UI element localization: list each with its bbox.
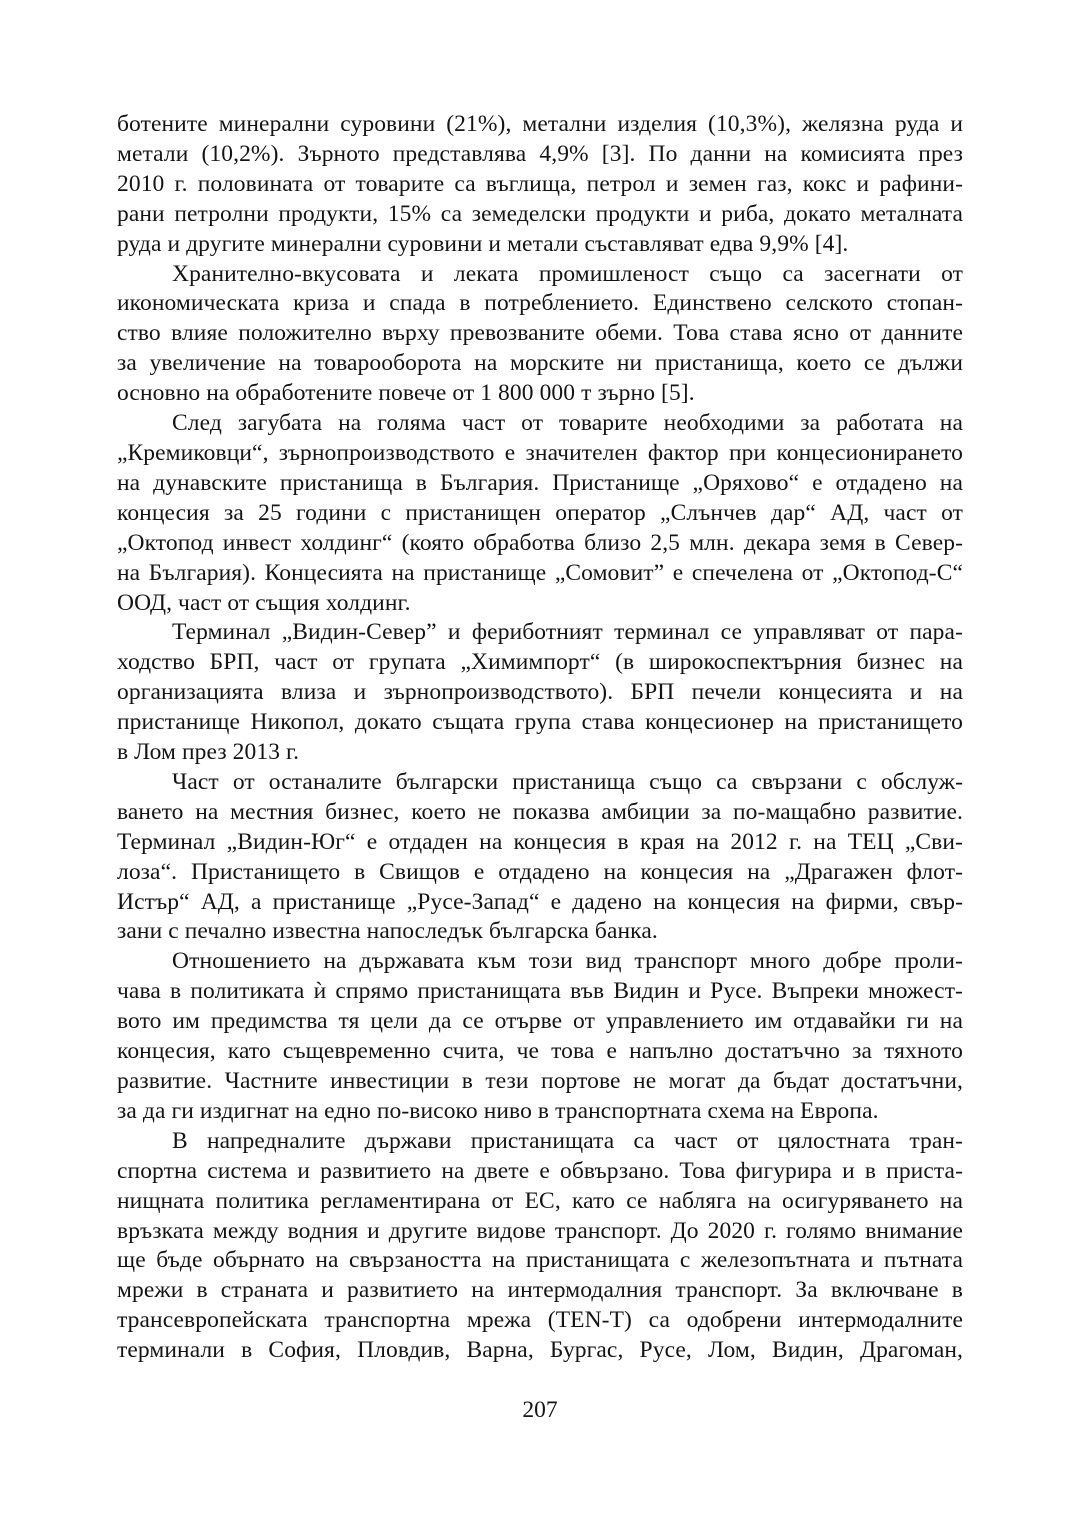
text-line: ООД, част от същия холдинг. <box>117 589 411 616</box>
text-line: ходство БРП, част от групата „Химимпорт“ (в широкоспектърния бизнес на <box>117 649 963 676</box>
text-line: мрежи в страната и развитието на интермодалния транспорт. За включване в <box>117 1277 963 1304</box>
text-line: икономическата криза и спада в потреблението. Единствено селското стопан- <box>117 290 963 317</box>
text-line: метали (10,2%). Зърното представлява 4,9% [3]. По данни на комисията през <box>117 140 963 167</box>
text-line: основно на обработените повече от 1 800 000 т зърно [5]. <box>117 380 695 407</box>
text-line: пристанище Никопол, докато същата група става концесионер на пристанището <box>117 709 963 736</box>
text-line: терминали в София, Пловдив, Варна, Бургас, Русе, Лом, Видин, Драгоман, <box>117 1337 963 1364</box>
text-line: за увеличение на товарооборота на морските ни пристанища, което се дължи <box>117 350 963 377</box>
text-line: ботените минерални суровини (21%), метални изделия (10,3%), желязна руда и <box>117 111 963 137</box>
paragraph <box>117 947 963 1126</box>
text-line: „Октопод инвест холдинг“ (която обработва близо 2,5 млн. декара земя в Север- <box>117 529 963 556</box>
text-line: в Лом през 2013 г. <box>117 739 300 766</box>
text-line: на дунавските пристанища в България. Пристанище „Оряхово“ е отдадено на <box>117 469 963 496</box>
text-line: „Кремиковци“, зърнопроизводството е значителен фактор при концесионирането <box>117 439 963 466</box>
text-line: След загубата на голяма част от товарите необходими за работата на <box>172 410 963 437</box>
text-line: ще бъде обърнато на свързаността на пристанищата с железопътната и пътната <box>117 1247 963 1274</box>
text-line: чава в политиката ѝ спрямо пристанищата във Видин и Русе. Въпреки множест- <box>117 978 963 1005</box>
text-line: концесия за 25 години с пристанищен оператор „Слънчев дар“ АД, част от <box>117 499 963 526</box>
text-line: лоза“. Пристанището в Свищов е отдадено на концесия на „Драгажен флот- <box>117 858 963 885</box>
text-line: Хранително-вкусовата и леката промишленост също са засегнати от <box>172 260 963 287</box>
text-line: спортна система и развитието на двете е обвързано. Това фигурира и в приста- <box>117 1157 963 1184</box>
text-line: на България). Концесията на пристанище „Сомовит” е спечелена от „Октопод-С“ <box>117 559 963 586</box>
text-line: зани с печално известна напоследък българска банка. <box>117 918 658 945</box>
text-line: ство влияе положително върху превозваните обеми. Това става ясно от данните <box>117 320 963 347</box>
body-text <box>117 110 963 1366</box>
text-line: Част от останалите български пристанища също са свързани с обслуж- <box>172 768 963 795</box>
paragraph <box>117 1127 963 1366</box>
text-line: Терминал „Видин-Север” и фериботният терминал се управляват от пара- <box>172 619 963 646</box>
paragraph <box>117 618 963 768</box>
text-line: за да ги издигнат на едно по-високо ниво в транспортната схема на Европа. <box>117 1097 879 1124</box>
text-line: вото им предимства тя цели да се отърве от управлението им отдавайки ги на <box>117 1008 963 1035</box>
text-line: организацията влиза и зърнопроизводството). БРП печели концесията и на <box>117 679 963 706</box>
page-number: 207 <box>522 1397 558 1423</box>
text-line: 2010 г. половината от товарите са въглища, петрол и земен газ, кокс и рафини- <box>117 170 963 197</box>
text-line: Истър“ АД, а пристанище „Русе-Запад“ е дадено на концесия на фирми, свър- <box>117 888 963 915</box>
text-line: В напредналите държави пристанищата са част от цялостната тран- <box>172 1127 963 1154</box>
text-line: Терминал „Видин-Юг“ е отдаден на концесия в края на 2012 г. на ТЕЦ „Сви- <box>117 828 963 855</box>
paragraph <box>117 110 963 260</box>
text-line: връзката между водния и другите видове транспорт. До 2020 г. голямо внимание <box>117 1217 963 1244</box>
text-line: нищната политика регламентирана от ЕС, като се набляга на осигуряването на <box>117 1187 963 1214</box>
text-line: ването на местния бизнес, което не показва амбиции за по-мащабно развитие. <box>117 798 963 825</box>
paragraph <box>117 768 963 947</box>
text-line: рани петролни продукти, 15% са земеделски продукти и риба, докато металната <box>117 200 963 227</box>
paragraph <box>117 260 963 410</box>
text-line: Отношението на държавата към този вид транспорт много добре проли- <box>172 948 963 975</box>
text-line: руда и другите минерални суровини и метали съставляват едва 9,9% [4]. <box>117 230 849 257</box>
paragraph <box>117 409 963 618</box>
text-line: трансевропейската транспортна мрежа (TEN-T) са одобрени интермодалните <box>117 1307 963 1334</box>
text-line: концесия, като същевременно счита, че това е напълно достатъчно за тяхното <box>117 1038 963 1065</box>
text-line: развитие. Частните инвестиции в тези портове не могат да бъдат достатъчни, <box>117 1068 963 1094</box>
